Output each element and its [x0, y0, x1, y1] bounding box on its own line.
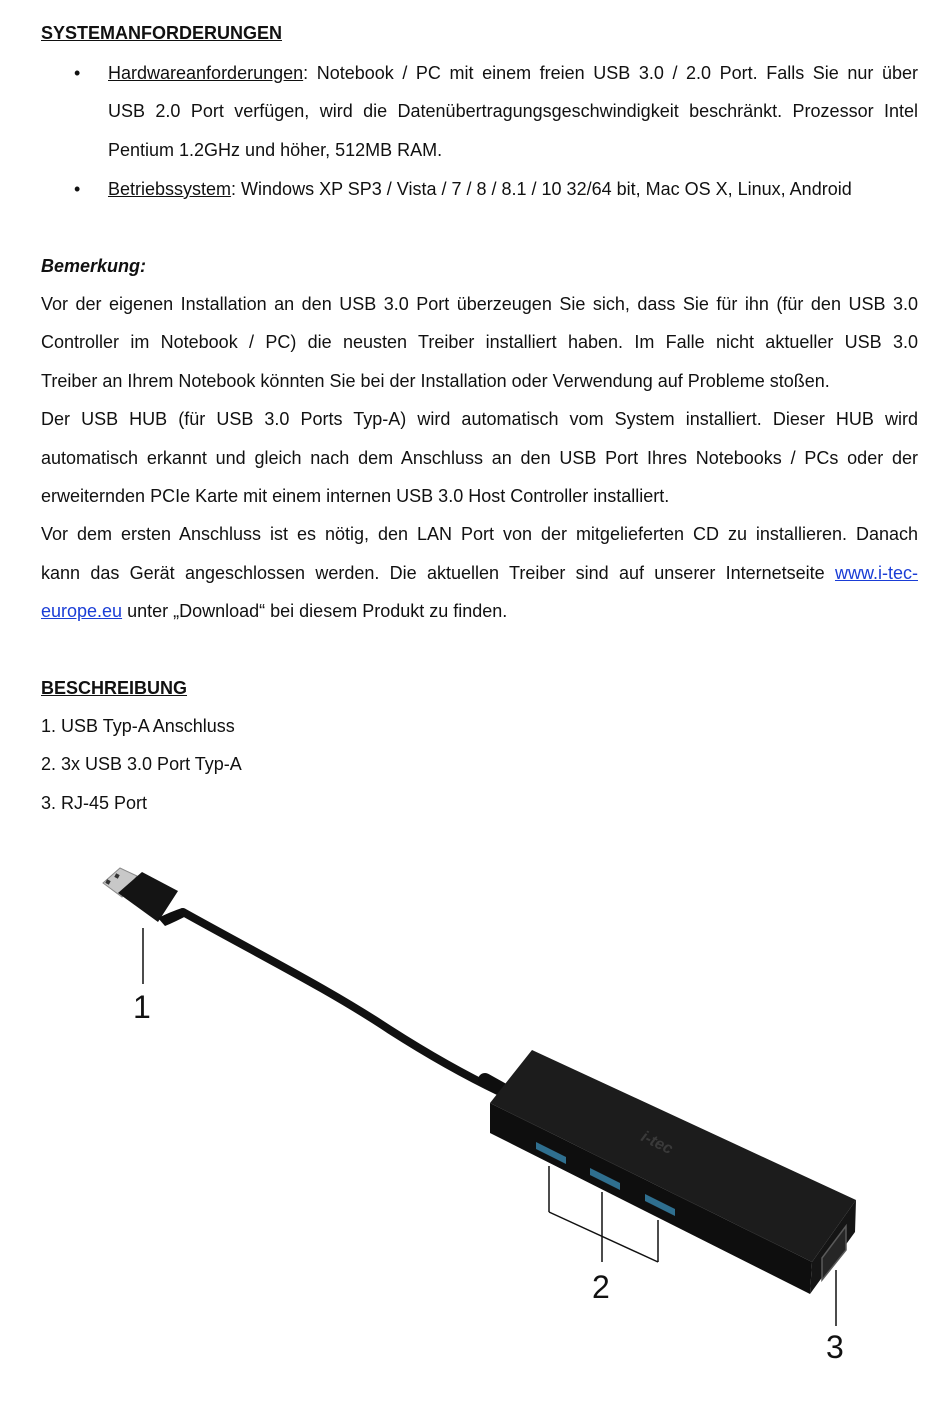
remark-line: Der USB HUB (für USB 3.0 Ports Typ-A) wird automatisch vom System installiert. Dieser HUB wird — [41, 409, 918, 429]
usb-cable — [183, 912, 500, 1092]
remark-line: Treiber an Ihrem Notebook könnten Sie bei der Installation oder Verwendung auf Probleme stoßen. — [41, 371, 830, 391]
remark-line: Vor dem ersten Anschluss ist es nötig, den LAN Port von der mitgelieferten CD zu installieren. Danach — [41, 524, 918, 544]
remark-line: erweiternden PCIe Karte mit einem internen USB 3.0 Host Controller installiert. — [41, 486, 670, 506]
hardware-line-1 — [108, 62, 918, 84]
description-heading: BESCHREIBUNG — [41, 678, 188, 698]
callout-label: 3 — [826, 1329, 844, 1365]
remark-line-with-link — [41, 562, 918, 584]
hardware-line-3: Pentium 1.2GHz und höher, 512MB RAM. — [108, 140, 443, 160]
remark-line: Vor der eigenen Installation an den USB 3.0 Port überzeugen Sie sich, dass Sie für ihn (für den USB 3.0 — [41, 294, 918, 314]
remark-line-8-text: kann das Gerät angeschlossen werden. Die aktuellen Treiber sind auf unserer Internetseite — [41, 563, 835, 583]
bullet-icon: • — [74, 63, 81, 83]
remark-line-9 — [41, 600, 507, 622]
remark-line: Controller im Notebook / PC) die neusten Treiber installiert haben. Im Falle nicht aktueller USB 3.0 — [41, 332, 918, 352]
bullet-icon: • — [74, 179, 81, 199]
remark-line-9-text: unter „Download“ bei diesem Produkt zu finden. — [122, 601, 508, 621]
description-item: 2. 3x USB 3.0 Port Typ-A — [41, 754, 242, 774]
website-link-continued[interactable]: europe.eu — [41, 601, 123, 621]
remark-heading: Bemerkung: — [41, 256, 147, 276]
os-line — [108, 178, 852, 200]
description-item: 1. USB Typ-A Anschluss — [41, 716, 235, 736]
callout-1 — [133, 928, 151, 1025]
hub-body — [490, 1050, 856, 1294]
website-link[interactable]: www.i-tec- — [834, 563, 918, 583]
remark-line: automatisch erkannt und gleich nach dem Anschluss an den USB Port Ihres Notebooks / PCs oder der — [41, 448, 918, 468]
usb-hub-figure — [0, 830, 950, 1390]
os-label: Betriebssystem — [108, 179, 232, 199]
callout-label: 1 — [133, 989, 151, 1025]
os-text: : Windows XP SP3 / Vista / 7 / 8 / 8.1 / 10 32/64 bit, Mac OS X, Linux, Android — [231, 179, 852, 199]
brand-logo: i-tec — [638, 1128, 676, 1159]
hardware-line-2: USB 2.0 Port verfügen, wird die Datenübertragungsgeschwindigkeit beschränkt. Prozessor Intel — [108, 101, 918, 121]
requirements-heading: SYSTEMANFORDERUNGEN — [41, 23, 283, 43]
hardware-label: Hardwareanforderungen — [108, 63, 304, 83]
callout-3 — [826, 1270, 844, 1365]
callout-label: 2 — [592, 1269, 610, 1305]
usb-connector-icon — [103, 868, 190, 926]
description-item: 3. RJ-45 Port — [41, 793, 148, 813]
hardware-text-1: : Notebook / PC mit einem freien USB 3.0 / 2.0 Port. Falls Sie nur über — [303, 63, 918, 83]
